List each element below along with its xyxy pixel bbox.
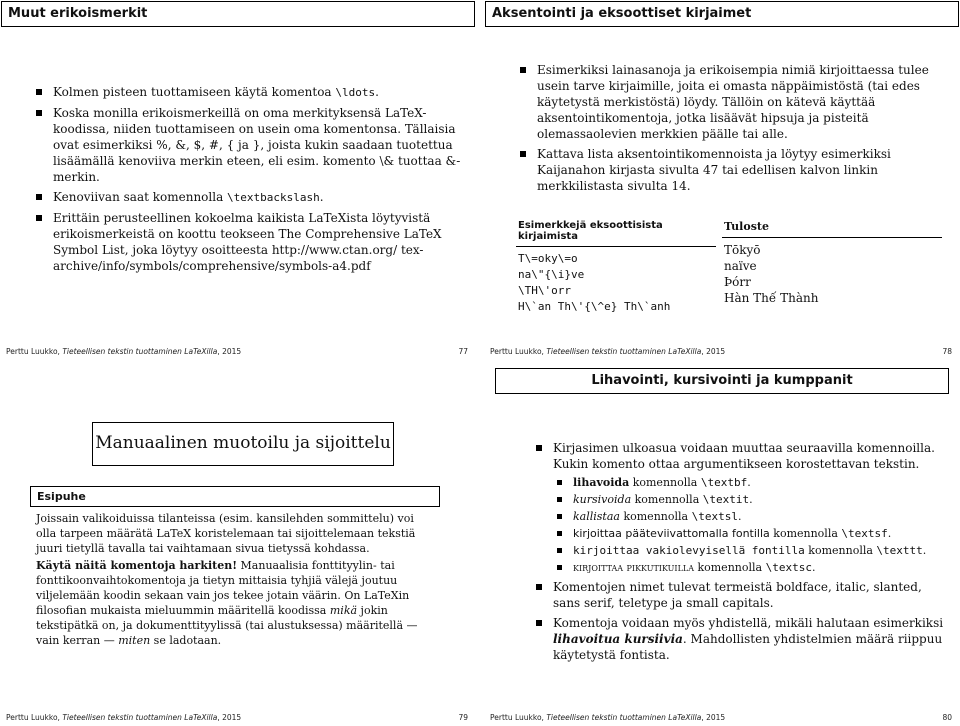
bullet-list [532, 440, 948, 667]
example-output [722, 218, 942, 310]
table-cell: naïve [724, 259, 757, 273]
section-title: Manuaalinen muotoilu ja sijoittelu [92, 422, 394, 466]
slide-footer: Perttu Luukko, Tieteellisen tekstin tuottaminen LaTeXilla, 2015 78 [490, 347, 952, 356]
table-cell: \TH\'orr [518, 284, 571, 297]
bullet-list [32, 84, 462, 278]
page-number: 78 [942, 347, 952, 356]
slide-footer: Perttu Luukko, Tieteellisen tekstin tuottaminen LaTeXilla, 2015 80 [490, 713, 952, 722]
table-cell: Tōkyō [724, 243, 761, 257]
list-item: Esimerkiksi lainasanoja ja erikoisempia nimiä kirjoittaessa tulee usein tarve kirjaimille, joita ei omasta näppäimistöstä (tai edes käytetystä merkistöstä) löydy. Tällöin on kätevä käyttää aksentointikomentoja, jotka lisäävät hipsuja ja pisteitä olemassaolevien merkkien päälle tai alle. [516, 62, 946, 142]
list-item: kallistaa komennolla \textsl. [553, 510, 948, 524]
style-list [553, 476, 948, 575]
example-codes [516, 218, 716, 319]
list-item: Kirjasimen ulkoasua voidaan muuttaa seuraavilla komennoilla. Kukin komento ottaa argumentikseen korostettavan tekstin. lihavoida komennolla \textbf. kursivoida komennolla \textit. kallistaa komennolla \textsl. kirjoittaa pääteviivattomalla fontilla komennolla \textsf. kirjoittaa vakiolevyisellä fontilla komennolla \texttt. kirjoittaa pikkutikuilla komennolla \textsc. [532, 440, 948, 575]
page-number: 79 [458, 713, 468, 722]
list-item: kirjoittaa vakiolevyisellä fontilla komennolla \texttt. [553, 544, 948, 558]
paragraph: Joissain valikoiduissa tilanteissa (esim. kansilehden sommittelu) voi olla tarpeen määrätä LaTeX koristelemaan tai sijoittelemaan tekstiä juuri tietyllä tavalla tai vaihtamaan sivua tietyssä kohdassa. [36, 512, 416, 555]
slide-footer: Perttu Luukko, Tieteellisen tekstin tuottaminen LaTeXilla, 2015 79 [6, 713, 468, 722]
slide-80 [484, 366, 960, 726]
slide-78 [484, 0, 960, 360]
slide-77 [0, 0, 476, 360]
table-cell: Hàn Thế Thành [724, 291, 819, 305]
list-item: kursivoida komennolla \textit. [553, 493, 948, 507]
slide-79 [0, 366, 476, 726]
table-cell: T\=oky\=o [518, 252, 578, 265]
list-item: Kattava lista aksentointikomennoista ja löytyy esimerkiksi Kaijanahon kirjasta sivulta 47 tai edellisen kalvon linkin merkkilistasta sivulta 14. [516, 146, 946, 194]
table-cell: na\"{\i}ve [518, 268, 585, 281]
slide-title: Muut erikoismerkit [1, 1, 475, 27]
preface-block [30, 486, 440, 652]
list-item: Komentoja voidaan myös yhdistellä, mikäli halutaan esimerkiksi lihavoitua kursiivia. Mahdollisten yhdistelmien määrä riippuu käytetystä fontista. [532, 615, 948, 663]
list-item: Kenoviivan saat komennolla \textbackslash. [32, 189, 462, 206]
table-header-right: Tuloste [722, 218, 942, 238]
list-item: kirjoittaa pikkutikuilla komennolla \textsc. [553, 561, 948, 575]
page-number: 80 [942, 713, 952, 722]
paragraph: Käytä näitä komentoja harkiten! Manuaalisia fonttityylin- tai fonttikoonvaihtokomentoja ja tietyn mittaisia tyhjiä välejä joutuu viljelemään koodin sekaan vain jos tekee jotain väärin. On LaTeXin filosofian mukaista mieluummin määritellä koodissa mikä jokin tekstipätkä on, ja dokumenttityylissä (tai alustuksessa) määritellä — vain kerran — miten se ladotaan. [36, 559, 418, 647]
list-item: Koska monilla erikoismerkeillä on oma merkityksensä LaTeX-koodissa, niiden tuottamiseen on usein oma komentonsa. Tällaisia ovat esimerkiksi %, &, $, #, { ja }, joista kukin saadaan tuotettua lisäämällä kenoviiva merkin eteen, eli esim. komento \& tuottaa &-merkin. [32, 105, 462, 185]
page-number: 77 [458, 347, 468, 356]
slide-title: Lihavointi, kursivointi ja kumppanit [495, 368, 949, 394]
list-item: kirjoittaa pääteviivattomalla fontilla komennolla \textsf. [553, 527, 948, 541]
list-item: lihavoida komennolla \textbf. [553, 476, 948, 490]
list-item: Kolmen pisteen tuottamiseen käytä komentoa \ldots. [32, 84, 462, 101]
table-cell: Þórr [724, 275, 751, 289]
table-header-left: Esimerkkejä eksoottisista kirjaimista [516, 218, 716, 247]
slide-title: Aksentointi ja eksoottiset kirjaimet [485, 1, 959, 27]
list-item: Erittäin perusteellinen kokoelma kaikista LaTeXista löytyvistä erikoismerkeistä on koottu teokseen The Comprehensive LaTeX Symbol List, joka löytyy osoitteesta http://www.ctan.org/ tex-archive/info/symbols/comprehensive/symbols-a4.pdf [32, 210, 462, 274]
list-item: Komentojen nimet tulevat termeistä boldface, italic, slanted, sans serif, teletype ja small capitals. [532, 579, 948, 611]
bullet-list [516, 62, 946, 198]
table-cell: H\`an Th\'{\^e} Th\`anh [518, 300, 671, 313]
preface-heading: Esipuhe [30, 486, 440, 507]
slide-footer: Perttu Luukko, Tieteellisen tekstin tuottaminen LaTeXilla, 2015 77 [6, 347, 468, 356]
